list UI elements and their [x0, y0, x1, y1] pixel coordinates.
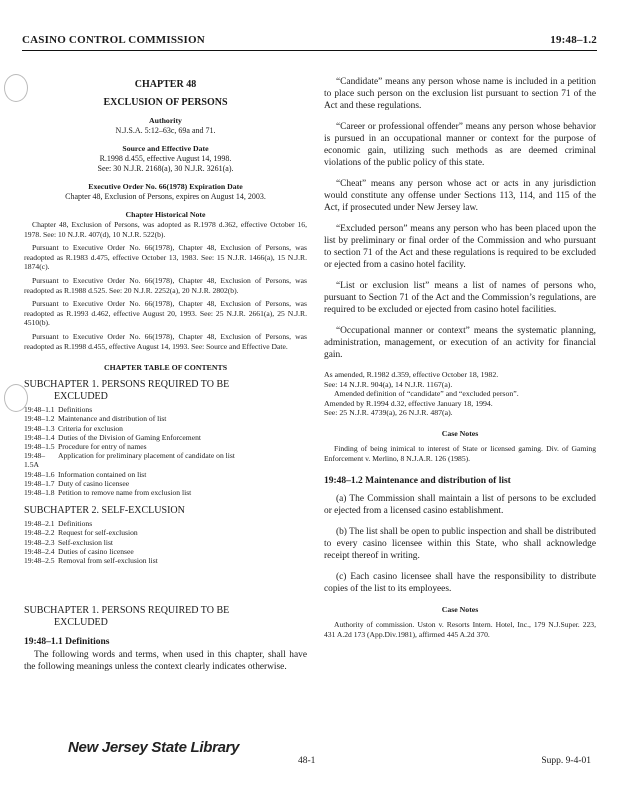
toc-list-2	[24, 519, 307, 565]
toc-entry-title: Self-exclusion list	[58, 537, 114, 547]
toc-entry	[24, 488, 307, 497]
toc-subchapter-1-cont: EXCLUDED	[54, 391, 108, 403]
subchapter-1-heading: SUBCHAPTER 1. PERSONS REQUIRED TO BE	[24, 605, 230, 617]
toc-entry-number: 19:48–2.3	[24, 537, 55, 547]
toc-entry-title: Duties of casino licensee	[58, 546, 134, 556]
section-1-2-b: (b) The list shall be open to public inspection and shall be distributed to every casino licensee within this State, who shall acknowledge receipt thereof in writing.	[324, 527, 596, 562]
toc-subchapter-1: SUBCHAPTER 1. PERSONS REQUIRED TO BE	[24, 379, 230, 391]
amend-line-1: As amended, R.1982 d.359, effective October 18, 1982.	[324, 370, 499, 379]
amend-line-4: Amended by R.1994 d.32, effective January 18, 1994.	[324, 398, 493, 408]
toc-entry-number: 19:48–2.2	[24, 528, 55, 538]
toc-heading: CHAPTER TABLE OF CONTENTS	[103, 363, 228, 373]
toc-entry-number: 19:48–1.5	[24, 441, 55, 451]
toc-entry	[24, 470, 307, 479]
header-left: CASINO CONTROL COMMISSION	[22, 34, 205, 46]
section-1-1-text: The following words and terms, when used in this chapter, shall have the following meanings unless the context clearly indicates otherwise.	[24, 650, 307, 672]
toc-entry	[24, 547, 307, 556]
page-number: 48-1	[298, 756, 316, 766]
toc-entry	[24, 414, 307, 423]
toc-entry	[24, 451, 307, 469]
toc-entry-number: 19:48–2.1	[24, 519, 55, 529]
toc-entry-number: 19:48–2.4	[24, 546, 55, 556]
toc-entry-number: 19:48–1.3	[24, 423, 55, 433]
toc-entry	[24, 519, 307, 528]
history-note-3: Pursuant to Executive Order No. 66(1978), Chapter 48, Exclusion of Persons, was readopted as R.1988 d.525. See: 20 N.J.R. 2252(a), 20 N.J.R. 2802(b).	[24, 275, 307, 295]
toc-entry-title: Definitions	[58, 405, 93, 415]
case-notes-heading-2: Case Notes	[441, 605, 479, 615]
toc-entry-title: Duties of the Division of Gaming Enforcement	[58, 432, 201, 442]
left-column	[24, 58, 307, 673]
eo-heading: Executive Order No. 66(1978) Expiration Date	[88, 182, 243, 191]
case-note-2: Authority of commission. Uston v. Resorts Intern. Hotel, Inc., 179 N.J.Super. 223, 431 A.2d 173 (App.Div.1981), affirmed 445 A.2d 370.	[324, 620, 596, 639]
definition-career-offender: “Career or professional offender” means any person whose behavior is pursued in an occupational manner or context for the purpose of economic gain, utilizing such methods as are deemed criminal violations of the public policy of this state.	[324, 122, 596, 168]
toc-entry	[24, 479, 307, 488]
toc-entry-title: Removal from self-exclusion list	[58, 555, 158, 565]
toc-entry-title: Procedure for entry of names	[58, 441, 147, 451]
case-notes-heading-1: Case Notes	[441, 428, 479, 438]
amend-line-2: See: 14 N.J.R. 904(a), 14 N.J.R. 1167(a).	[324, 379, 453, 389]
history-note-5: Pursuant to Executive Order No. 66(1978), Chapter 48, Exclusion of Persons, was readopted as R.1998 d.455, effective August 14, 1993. See: Source and Effective Date.	[24, 331, 307, 351]
toc-entry-number: 19:48–1.5A	[24, 451, 46, 470]
toc-entry	[24, 405, 307, 414]
toc-entry	[24, 538, 307, 547]
toc-entry-number: 19:48–1.2	[24, 414, 55, 424]
history-heading: Chapter Historical Note	[125, 210, 206, 219]
toc-list-1	[24, 405, 307, 497]
toc-entry-number: 19:48–1.4	[24, 432, 55, 442]
supplement-date: Supp. 9-4-01	[541, 756, 591, 766]
eo-text: Chapter 48, Exclusion of Persons, expires on August 14, 2003.	[65, 192, 266, 201]
source-line-2: See: 30 N.J.R. 2168(a), 30 N.J.R. 3261(a).	[97, 164, 234, 173]
definition-exclusion-list: “List or exclusion list” means a list of names of persons who, pursuant to Section 71 of the Act and the Commission’s regulations, are required to be excluded or ejected from casino hotel facilities.	[324, 281, 596, 315]
toc-entry	[24, 556, 307, 565]
toc-entry-title: Duty of casino licensee	[58, 478, 130, 488]
definition-excluded-person: “Excluded person” means any person who has been placed upon the list by preliminary or final order of the Commission and who pursuant to section 71 of the Act and these regulations is required to be excluded or ejected from a casino hotel facility.	[324, 224, 596, 270]
library-stamp: New Jersey State Library	[68, 739, 240, 756]
history-note-4: Pursuant to Executive Order No. 66(1978), Chapter 48, Exclusion of Persons, was readopted as R.1993 d.462, effective August 20, 1993. See: 25 N.J.R. 2661(a), 25 N.J.R. 4510(b).	[24, 299, 307, 328]
toc-entry-title: Criteria for exclusion	[58, 423, 123, 433]
amend-line-5: See: 25 N.J.R. 4739(a), 26 N.J.R. 487(a).	[324, 408, 453, 418]
subchapter-1-heading-cont: EXCLUDED	[54, 617, 108, 629]
toc-entry	[24, 433, 307, 442]
history-note-1: Chapter 48, Exclusion of Persons, was adopted as R.1978 d.362, effective October 16, 1978. See: 10 N.J.R. 407(d), 10 N.J.R. 522(b).	[24, 220, 307, 239]
toc-entry-number: 19:48–1.8	[24, 487, 55, 497]
section-1-2-a: (a) The Commission shall maintain a list of persons to be excluded or ejected from a licensed casino establishment.	[324, 494, 596, 517]
header-right: 19:48–1.2	[550, 34, 597, 46]
definition-candidate: “Candidate” means any person whose name is included in a petition to place such person on the exclusion list pursuant to section 71 of the Act and these regulations.	[324, 77, 596, 111]
toc-entry-title: Request for self-exclusion	[58, 528, 138, 538]
definition-cheat: “Cheat” means any person whose act or acts in any jurisdiction would constitute any offense under Sections 113, 114, and 115 of the Act, if prosecuted under New Jersey law.	[324, 179, 596, 213]
toc-entry-title: Definitions	[58, 519, 93, 529]
chapter-title: EXCLUSION OF PERSONS	[103, 97, 228, 108]
toc-subchapter-2: SUBCHAPTER 2. SELF-EXCLUSION	[24, 505, 185, 517]
toc-entry-number: 19:48–2.5	[24, 555, 55, 565]
section-1-2-c: (c) Each casino licensee shall have the responsibility to distribute copies of the list to its employees.	[324, 572, 596, 595]
case-note-1: Finding of being inimical to interest of State or licensed gaming. Div. of Gaming Enforcement v. Merlino, 8 N.J.A.R. 126 (1985).	[324, 443, 596, 463]
amend-line-3: Amended definition of “candidate” and “excluded person”.	[334, 389, 519, 399]
header-rule	[22, 50, 597, 51]
history-note-2: Pursuant to Executive Order No. 66(1978), Chapter 48, Exclusion of Persons, was readopted as R.1983 d.475, effective October 13, 1983. See: 15 N.J.R. 1466(a), 15 N.J.R. 1874(c).	[24, 243, 307, 272]
section-1-1-heading: 19:48–1.1 Definitions	[24, 637, 110, 648]
toc-entry-number: 19:48–1.1	[24, 405, 55, 415]
toc-entry-title: Maintenance and distribution of list	[58, 414, 167, 424]
chapter-number: CHAPTER 48	[134, 79, 197, 90]
toc-entry-number: 19:48–1.6	[24, 469, 55, 479]
definition-occupational: “Occupational manner or context” means the systematic planning, administration, management, or execution of an activity for financial gain.	[324, 326, 596, 360]
section-1-2-heading: 19:48–1.2 Maintenance and distribution of list	[324, 476, 511, 487]
toc-entry-title: Petition to remove name from exclusion list	[58, 487, 192, 497]
toc-entry	[24, 442, 307, 451]
source-heading: Source and Effective Date	[122, 144, 209, 153]
toc-entry-title: Application for preliminary placement of candidate on list	[58, 451, 235, 461]
authority-heading: Authority	[149, 116, 182, 125]
authority-text: N.J.S.A. 5:12–63c, 69a and 71.	[115, 126, 216, 135]
right-column	[324, 58, 596, 639]
toc-entry-number: 19:48–1.7	[24, 478, 55, 488]
source-line-1: R.1998 d.455, effective August 14, 1998.	[99, 154, 232, 163]
running-header	[22, 34, 597, 50]
toc-entry-title: Information contained on list	[58, 469, 147, 479]
toc-entry	[24, 528, 307, 537]
toc-entry	[24, 424, 307, 433]
